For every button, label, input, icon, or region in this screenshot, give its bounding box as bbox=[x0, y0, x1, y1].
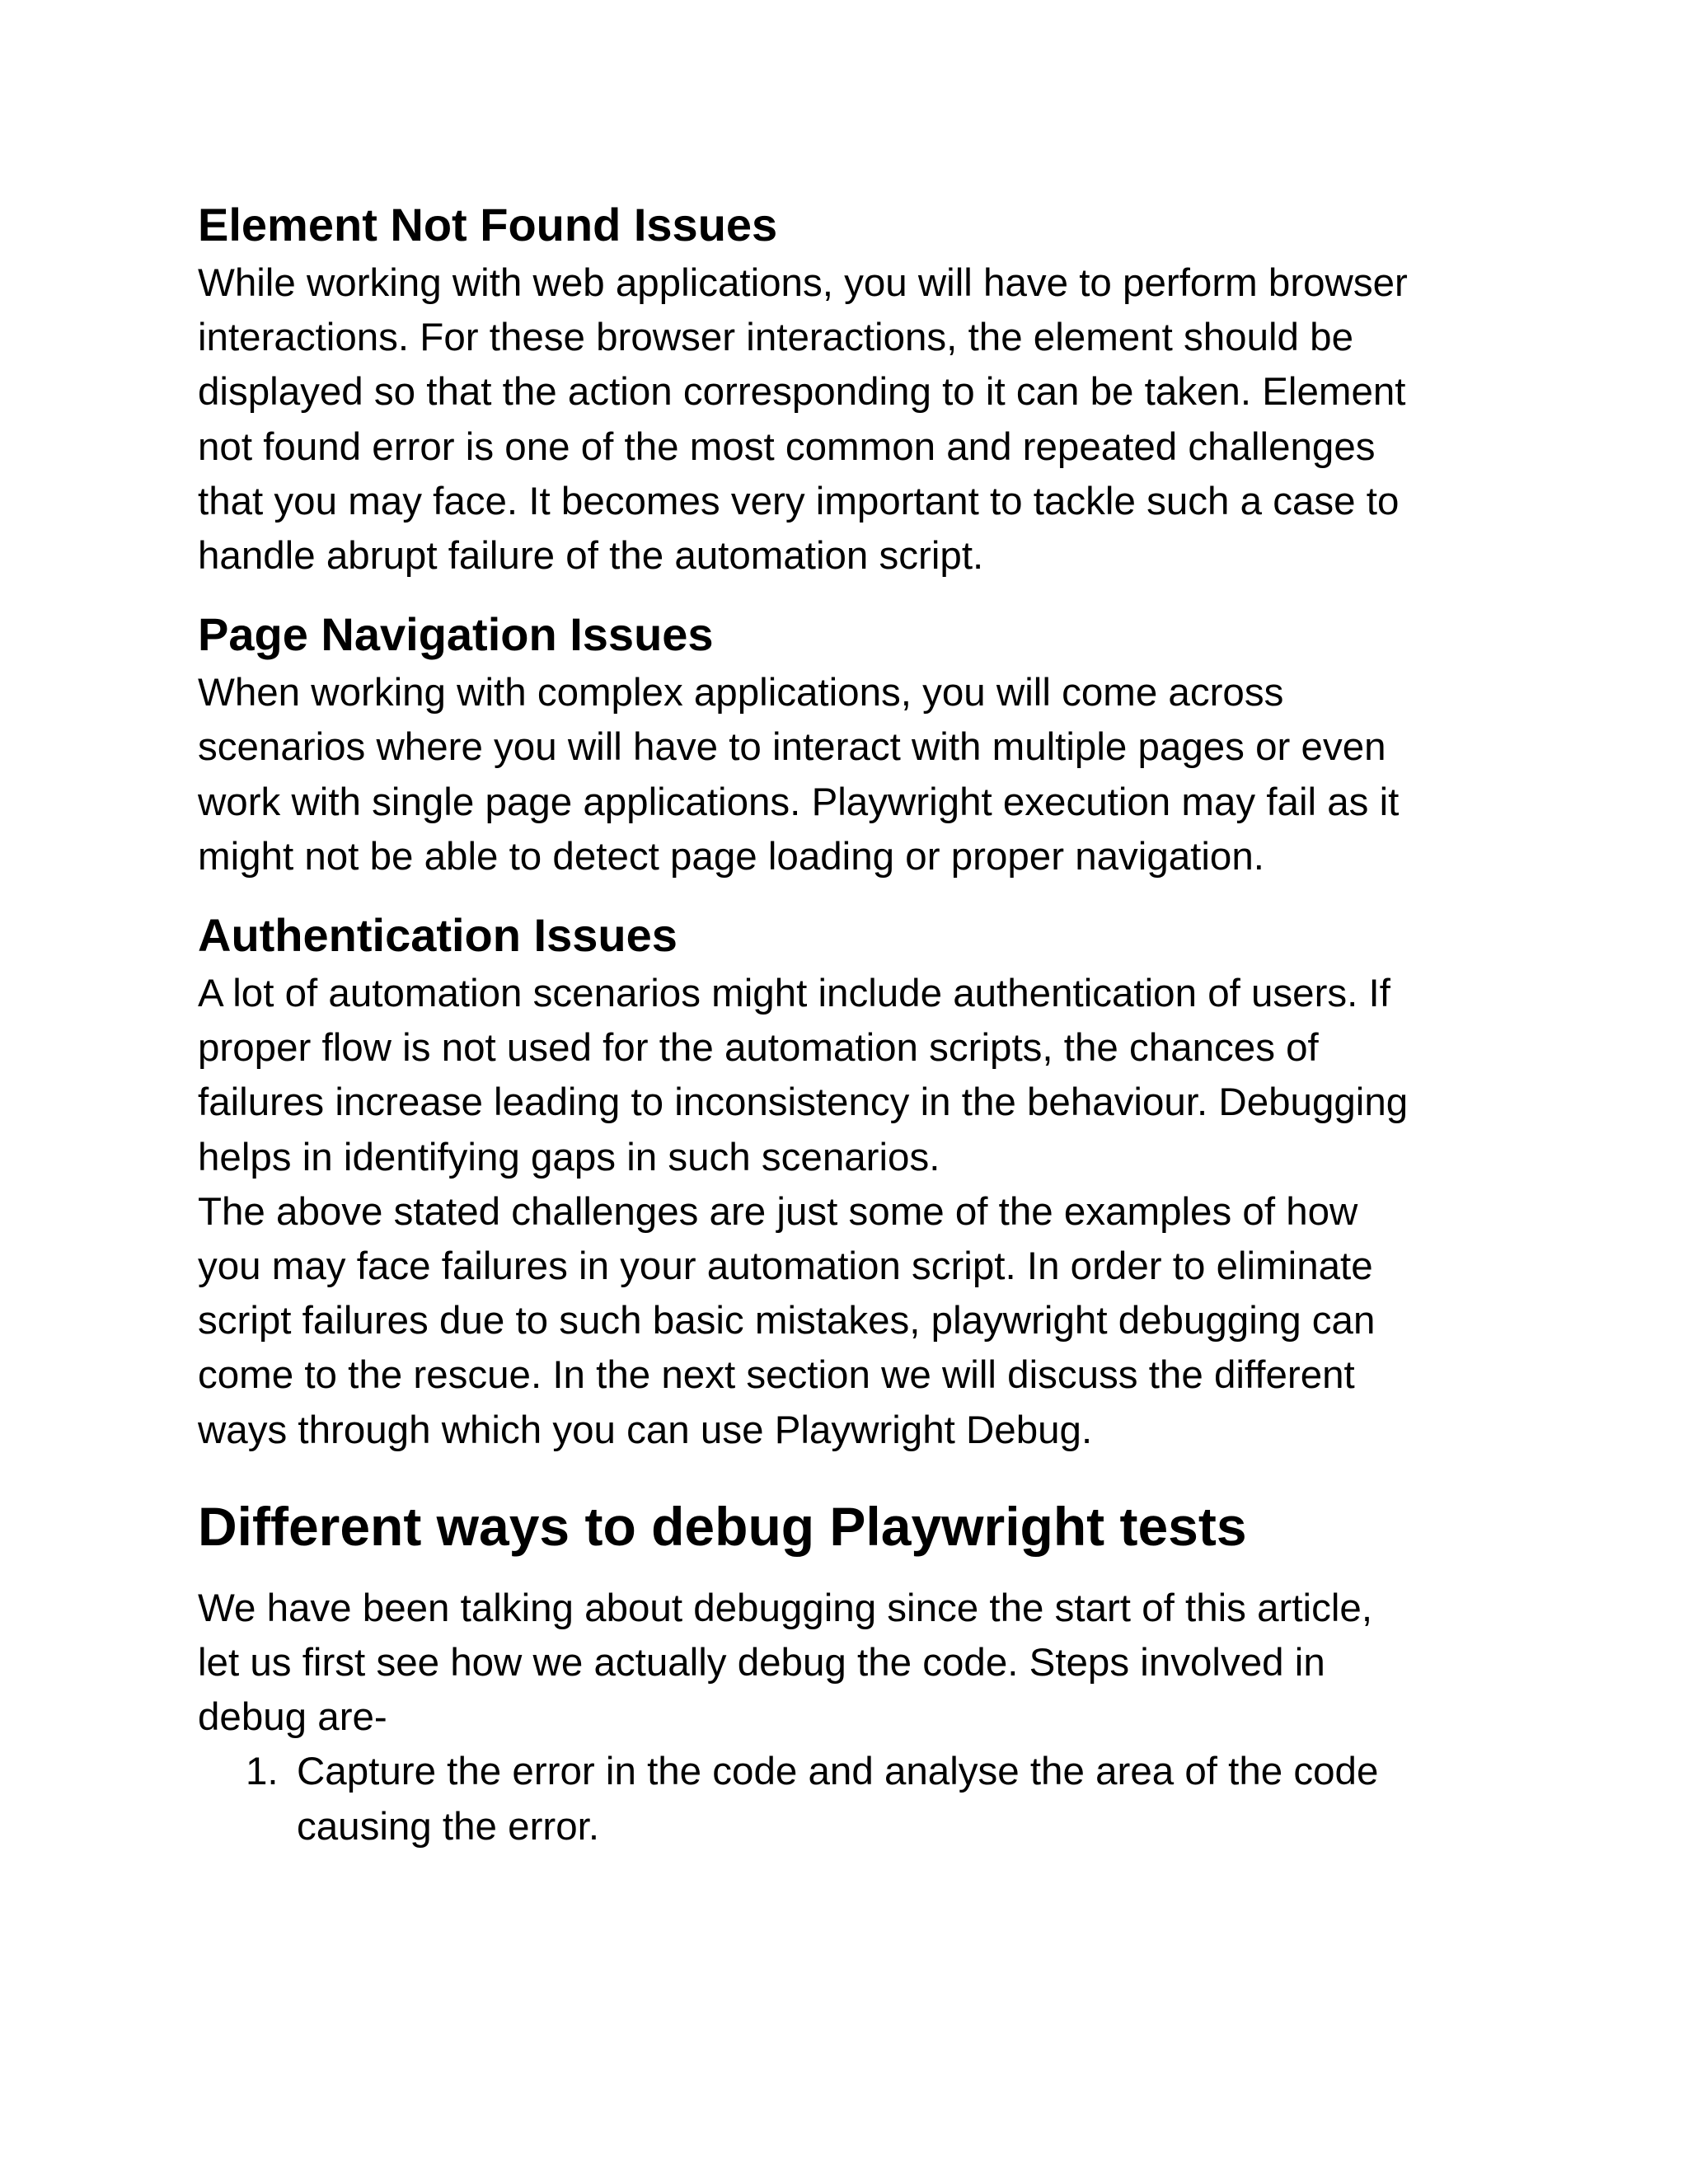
paragraph-line: While working with web applications, you will have to perform browser bbox=[198, 261, 1408, 305]
paragraph-line: When working with complex applications, you will come across bbox=[198, 671, 1284, 715]
debug-steps-list bbox=[198, 1745, 1517, 1854]
section-heading-debug-ways: Different ways to debug Playwright tests bbox=[198, 1495, 1247, 1557]
section-heading-page-navigation: Page Navigation Issues bbox=[198, 608, 714, 661]
paragraph-line: let us first see how we actually debug the code. Steps involved in bbox=[198, 1641, 1325, 1685]
section-paragraph-element-not-found bbox=[198, 256, 1517, 583]
paragraph-line: A lot of automation scenarios might include authentication of users. If bbox=[198, 972, 1390, 1016]
paragraph-line: that you may face. It becomes very important to tackle such a case to bbox=[198, 479, 1400, 523]
paragraph-line: might not be able to detect page loading or proper navigation. bbox=[198, 834, 1264, 879]
list-item-line: Capture the error in the code and analyse the area of the code bbox=[297, 1750, 1379, 1794]
paragraph-line: handle abrupt failure of the automation script. bbox=[198, 534, 984, 579]
paragraph-line: script failures due to such basic mistakes, playwright debugging can bbox=[198, 1299, 1376, 1343]
list-item-number: 1. bbox=[246, 1750, 279, 1794]
list-item bbox=[198, 1745, 1517, 1854]
paragraph-line: interactions. For these browser interactions, the element should be bbox=[198, 316, 1353, 360]
summary-paragraph bbox=[198, 1185, 1517, 1458]
section-heading-element-not-found: Element Not Found Issues bbox=[198, 199, 778, 251]
paragraph-line: you may face failures in your automation script. In order to eliminate bbox=[198, 1244, 1373, 1289]
paragraph-line: failures increase leading to inconsistency in the behaviour. Debugging bbox=[198, 1080, 1409, 1125]
paragraph-line: come to the rescue. In the next section we will discuss the different bbox=[198, 1353, 1355, 1398]
paragraph-line: displayed so that the action corresponding to it can be taken. Element bbox=[198, 370, 1406, 415]
paragraph-line: debug are- bbox=[198, 1695, 387, 1740]
paragraph-line: work with single page applications. Playwright execution may fail as it bbox=[198, 780, 1400, 824]
paragraph-line: scenarios where you will have to interact with multiple pages or even bbox=[198, 725, 1386, 770]
paragraph-line: proper flow is not used for the automation scripts, the chances of bbox=[198, 1026, 1319, 1071]
section-paragraph-debug-ways bbox=[198, 1582, 1517, 1746]
section-paragraph-page-navigation bbox=[198, 666, 1517, 884]
paragraph-line: not found error is one of the most common and repeated challenges bbox=[198, 424, 1376, 469]
section-paragraph-authentication bbox=[198, 967, 1517, 1185]
paragraph-line: helps in identifying gaps in such scenarios. bbox=[198, 1135, 940, 1179]
section-heading-authentication: Authentication Issues bbox=[198, 909, 678, 962]
list-item-line: causing the error. bbox=[297, 1804, 600, 1849]
paragraph-line: We have been talking about debugging since the start of this article, bbox=[198, 1586, 1373, 1630]
paragraph-line: ways through which you can use Playwright Debug. bbox=[198, 1408, 1093, 1452]
document-page bbox=[198, 194, 1517, 1854]
paragraph-line: The above stated challenges are just some of the examples of how bbox=[198, 1189, 1358, 1234]
